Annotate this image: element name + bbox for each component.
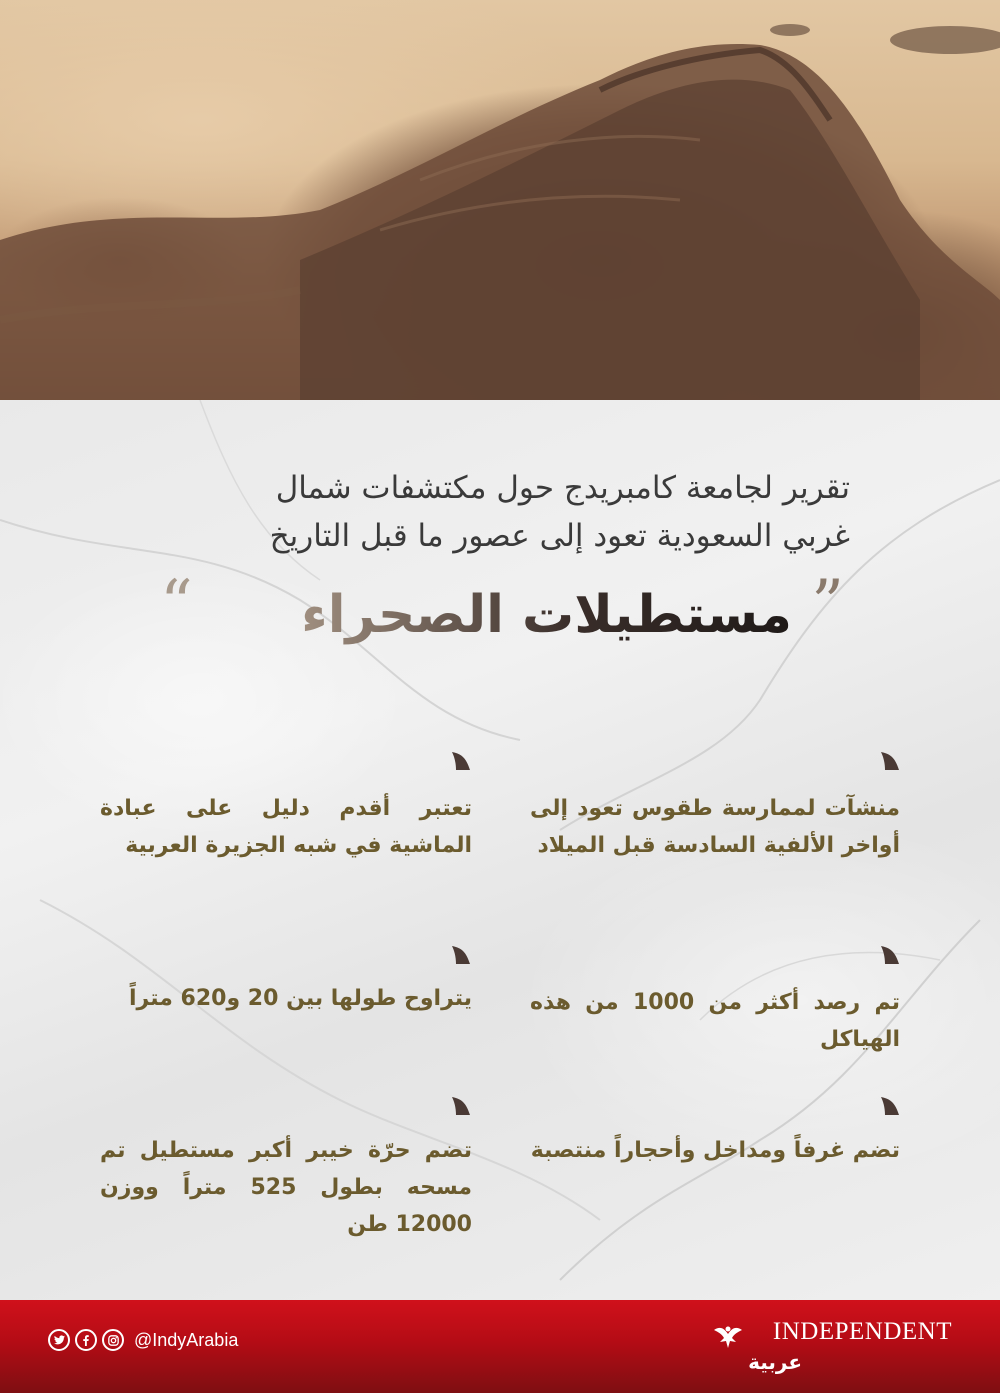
facebook-icon[interactable] (75, 1329, 97, 1351)
fact-item: تم رصد أكثر من 1000 من هذه الهياكل (530, 990, 901, 1052)
desert-mountain-illustration (0, 0, 1000, 400)
bullet-corner-icon (452, 946, 470, 964)
instagram-icon[interactable] (102, 1329, 124, 1351)
bullet-corner-icon (881, 752, 899, 770)
brand-name-ar: عربية (748, 1350, 802, 1374)
social-handle[interactable]: @IndyArabia (134, 1330, 239, 1350)
fact-item: تضم غرفاً ومداخل وأحجاراً منتصبة (530, 1138, 900, 1163)
fact-item: منشآت لممارسة طقوس تعود إلى أواخر الألفية السادسة قبل الميلاد (530, 796, 900, 858)
bullet-corner-icon (452, 1097, 470, 1115)
content-panel (0, 400, 1000, 1300)
bullet-corner-icon (452, 752, 470, 770)
eagle-icon (712, 1320, 744, 1352)
social-links (48, 1329, 124, 1351)
twitter-icon[interactable] (48, 1329, 70, 1351)
fact-item: تعتبر أقدم دليل على عبادة الماشية في شبه الجزيرة العربية (100, 796, 472, 858)
bullet-corner-icon (881, 946, 899, 964)
hero-photo (0, 0, 1000, 400)
brand-name-en: INDEPENDENT (772, 1318, 952, 1345)
fact-item: يتراوح طولها بين 20 و620 متراً (129, 986, 472, 1011)
footer-bar (0, 1300, 1000, 1393)
quote-open-icon: ” (811, 567, 844, 641)
bullet-corner-icon (881, 1097, 899, 1115)
headline (160, 567, 850, 652)
subtitle-line-2: غربي السعودية تعود إلى عصور ما قبل التاريخ (269, 518, 850, 554)
page-title: مستطيلات الصحراء (301, 582, 792, 648)
fact-item: تضم حرّة خيبر أكبر مستطيل تم مسحه بطول 525 متراً ووزن 12000 طن (100, 1138, 472, 1237)
independent-arabia-logo (712, 1318, 952, 1378)
quote-close-icon: “ (160, 567, 193, 641)
report-subtitle (130, 464, 850, 560)
subtitle-line-1: تقرير لجامعة كامبريدج حول مكتشفات شمال (275, 470, 850, 506)
